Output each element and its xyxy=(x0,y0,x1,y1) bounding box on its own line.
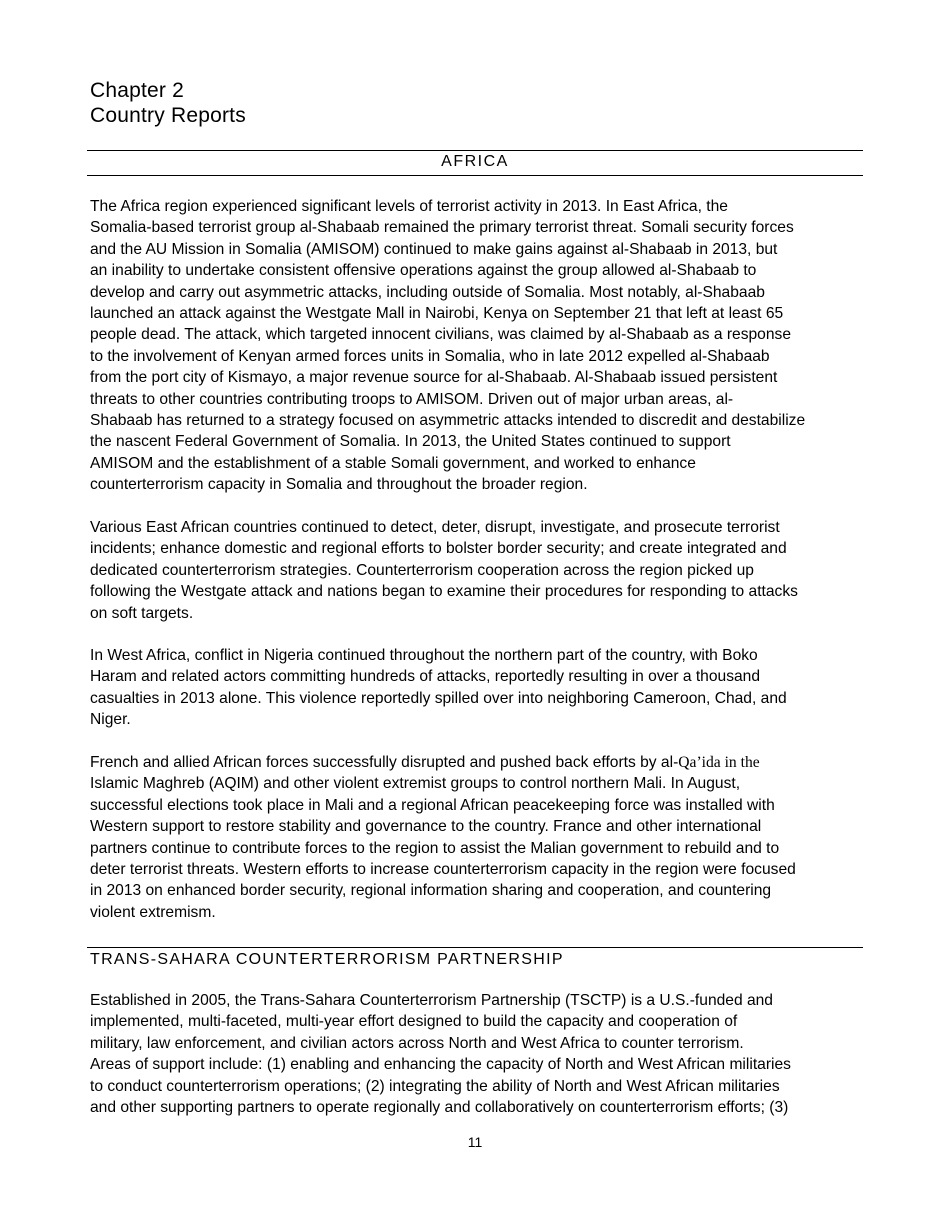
paragraph-east-africa xyxy=(90,517,860,624)
text-line: Somalia-based terrorist group al-Shabaab remained the primary terrorist threat. Somali security forces xyxy=(90,219,794,237)
chapter-title: Chapter 2 xyxy=(90,79,185,102)
section-divider-top xyxy=(87,150,863,151)
text-line: Shabaab has returned to a strategy focused on asymmetric attacks intended to discredit and destabilize xyxy=(90,412,806,430)
text-line: on soft targets. xyxy=(90,604,194,622)
text-line: following the Westgate attack and nations began to examine their procedures for responding to attacks xyxy=(90,583,798,601)
paragraph-mali xyxy=(90,752,860,923)
section-title-tsctp: TRANS-SAHARA COUNTERTERRORISM PARTNERSHIP xyxy=(90,951,564,968)
text-line: Niger. xyxy=(90,711,131,729)
section-divider-bottom xyxy=(87,175,863,176)
text-line: partners continue to contribute forces to the region to assist the Malian government to rebuild and to xyxy=(90,839,780,857)
text-run: French and allied African forces successfully disrupted and pushed back efforts by al- xyxy=(90,754,679,771)
text-line: launched an attack against the Westgate Mall in Nairobi, Kenya on September 21 that left at least 65 xyxy=(90,305,784,323)
text-line: develop and carry out asymmetric attacks, including outside of Somalia. Most notably, al-Shabaab xyxy=(90,283,765,301)
text-line: in 2013 on enhanced border security, regional information sharing and cooperation, and countering xyxy=(90,882,772,900)
text-line: threats to other countries contributing troops to AMISOM. Driven out of major urban areas, al- xyxy=(90,390,734,408)
text-line xyxy=(90,752,860,773)
text-line: Various East African countries continued to detect, deter, disrupt, investigate, and prosecute terrorist xyxy=(90,519,780,536)
text-line: Islamic Maghreb (AQIM) and other violent extremist groups to control northern Mali. In August, xyxy=(90,775,741,793)
text-line: dedicated counterterrorism strategies. Counterterrorism cooperation across the region picked up xyxy=(90,561,754,579)
text-line: In West Africa, conflict in Nigeria continued throughout the northern part of the country, with Boko xyxy=(90,647,758,664)
text-line: to conduct counterterrorism operations; (2) integrating the ability of North and West African militaries xyxy=(90,1077,780,1095)
text-run-serif: Qa’ida in the xyxy=(678,754,760,771)
paragraph-west-africa xyxy=(90,645,860,731)
text-line: Western support to restore stability and governance to the country. France and other international xyxy=(90,818,762,836)
text-line: the nascent Federal Government of Somalia. In 2013, the United States continued to support xyxy=(90,433,731,451)
text-line: Areas of support include: (1) enabling and enhancing the capacity of North and West African militaries xyxy=(90,1056,791,1074)
chapter-heading xyxy=(90,78,246,128)
paragraph-africa-overview xyxy=(90,196,860,496)
text-line: and the AU Mission in Somalia (AMISOM) continued to make gains against al-Shabaab in 2013, but xyxy=(90,240,778,258)
text-line: The Africa region experienced significant levels of terrorist activity in 2013. In East Africa, the xyxy=(90,198,728,215)
paragraph-tsctp xyxy=(90,990,860,1118)
text-line: counterterrorism capacity in Somalia and throughout the broader region. xyxy=(90,476,588,494)
text-line: successful elections took place in Mali and a regional African peacekeeping force was installed with xyxy=(90,796,775,814)
text-line: AMISOM and the establishment of a stable Somali government, and worked to enhance xyxy=(90,454,696,472)
text-line: an inability to undertake consistent offensive operations against the group allowed al-Shabaab to xyxy=(90,262,757,280)
text-line: Established in 2005, the Trans-Sahara Counterterrorism Partnership (TSCTP) is a U.S.-funded and xyxy=(90,992,773,1009)
text-line: violent extremism. xyxy=(90,903,216,921)
text-line: from the port city of Kismayo, a major revenue source for al-Shabaab. Al-Shabaab issued persistent xyxy=(90,369,778,387)
text-line: deter terrorist threats. Western efforts to increase counterterrorism capacity in the region were focused xyxy=(90,861,796,879)
text-line: military, law enforcement, and civilian actors across North and West Africa to counter terrorism. xyxy=(90,1034,744,1052)
text-line: incidents; enhance domestic and regional efforts to bolster border security; and create integrated and xyxy=(90,540,787,558)
text-line: casualties in 2013 alone. This violence reportedly spilled over into neighboring Cameroon, Chad, and xyxy=(90,689,787,707)
chapter-subtitle: Country Reports xyxy=(90,104,246,127)
text-line: and other supporting partners to operate regionally and collaboratively on counterterrorism efforts; (3) xyxy=(90,1099,789,1117)
text-line: to the involvement of Kenyan armed forces units in Somalia, who in late 2012 expelled al-Shabaab xyxy=(90,347,770,365)
page-number: 11 xyxy=(467,1134,483,1150)
text-line: people dead. The attack, which targeted innocent civilians, was claimed by al-Shabaab as a response xyxy=(90,326,791,344)
section-title-africa: AFRICA xyxy=(441,153,509,170)
section-divider-tsctp xyxy=(87,947,863,948)
text-line: implemented, multi-faceted, multi-year effort designed to build the capacity and cooperation of xyxy=(90,1013,738,1031)
text-line: Haram and related actors committing hundreds of attacks, reportedly resulting in over a thousand xyxy=(90,668,761,686)
